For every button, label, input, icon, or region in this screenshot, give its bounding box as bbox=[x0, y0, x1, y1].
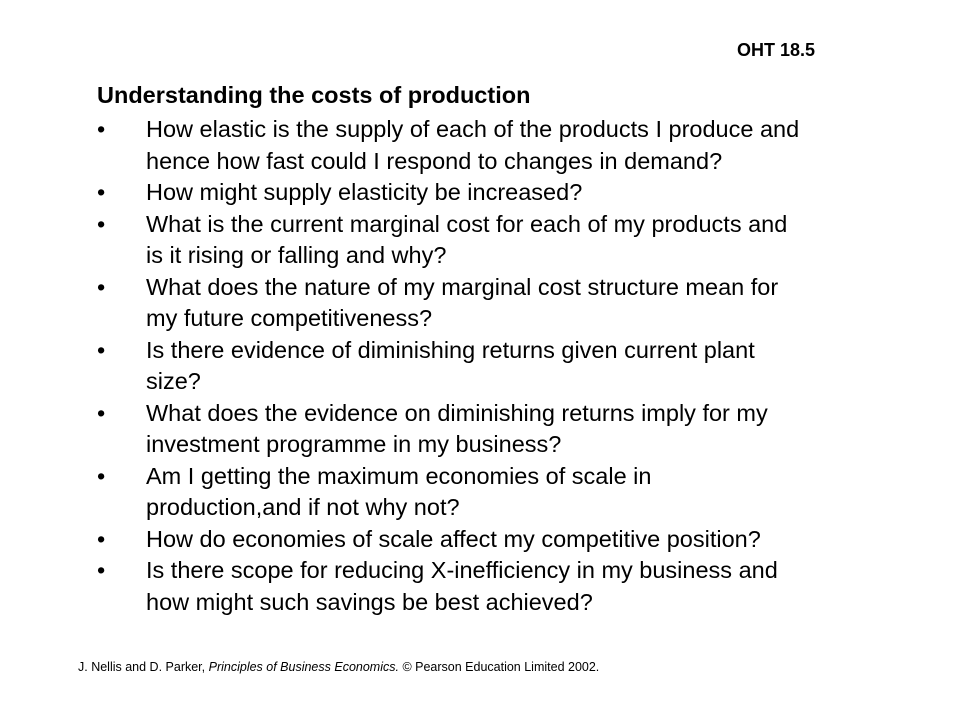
footer-citation bbox=[78, 659, 599, 675]
slide-number: OHT 18.5 bbox=[737, 40, 816, 60]
bullet-item bbox=[97, 524, 857, 556]
bullet-item bbox=[97, 209, 857, 272]
bullet-line: how might such savings be best achieved? bbox=[146, 588, 593, 615]
bullet-icon: • bbox=[97, 462, 106, 489]
bullet-icon: • bbox=[97, 210, 106, 237]
bullet-line: Is there evidence of diminishing returns given current plant bbox=[146, 336, 755, 363]
bullet-item bbox=[97, 335, 857, 398]
footer-authors: J. Nellis and D. Parker, bbox=[78, 660, 209, 674]
bullet-line: Am I getting the maximum economies of scale in bbox=[146, 462, 652, 489]
bullet-item bbox=[97, 114, 857, 177]
bullet-line: How might supply elasticity be increased? bbox=[146, 179, 583, 205]
bullet-line: What is the current marginal cost for each of my products and bbox=[146, 210, 788, 237]
footer-copyright: © Pearson Education Limited 2002. bbox=[398, 660, 600, 674]
bullet-icon: • bbox=[97, 525, 106, 552]
slide-heading: Understanding the costs of production bbox=[97, 82, 531, 108]
bullet-line: Is there scope for reducing X-inefficiency in my business and bbox=[146, 557, 778, 583]
bullet-icon: • bbox=[97, 336, 106, 363]
bullet-line: investment programme in my business? bbox=[146, 431, 562, 457]
bullet-icon: • bbox=[97, 273, 106, 300]
bullet-line: hence how fast could I respond to changes in demand? bbox=[146, 147, 723, 174]
bullet-line: size? bbox=[146, 368, 201, 394]
bullet-item bbox=[97, 461, 857, 524]
bullet-item bbox=[97, 398, 857, 461]
bullet-item bbox=[97, 272, 857, 335]
bullet-icon: • bbox=[97, 557, 106, 583]
bullet-icon: • bbox=[97, 399, 106, 426]
bullet-line: is it rising or falling and why? bbox=[146, 242, 447, 268]
bullet-icon: • bbox=[97, 116, 106, 142]
bullet-item bbox=[97, 177, 857, 209]
bullet-line: What does the evidence on diminishing returns imply for my bbox=[146, 399, 768, 426]
bullet-line: How do economies of scale affect my competitive position? bbox=[146, 525, 761, 552]
bullet-item bbox=[97, 555, 857, 618]
bullet-line: What does the nature of my marginal cost structure mean for bbox=[146, 273, 779, 300]
bullet-line: How elastic is the supply of each of the products I produce and bbox=[146, 116, 800, 142]
footer-book-title: Principles of Business Economics. bbox=[208, 660, 399, 674]
bullet-line: my future competitiveness? bbox=[146, 305, 433, 331]
bullet-list bbox=[97, 114, 857, 618]
bullet-line: production,and if not why not? bbox=[146, 494, 460, 520]
bullet-icon: • bbox=[97, 179, 106, 205]
